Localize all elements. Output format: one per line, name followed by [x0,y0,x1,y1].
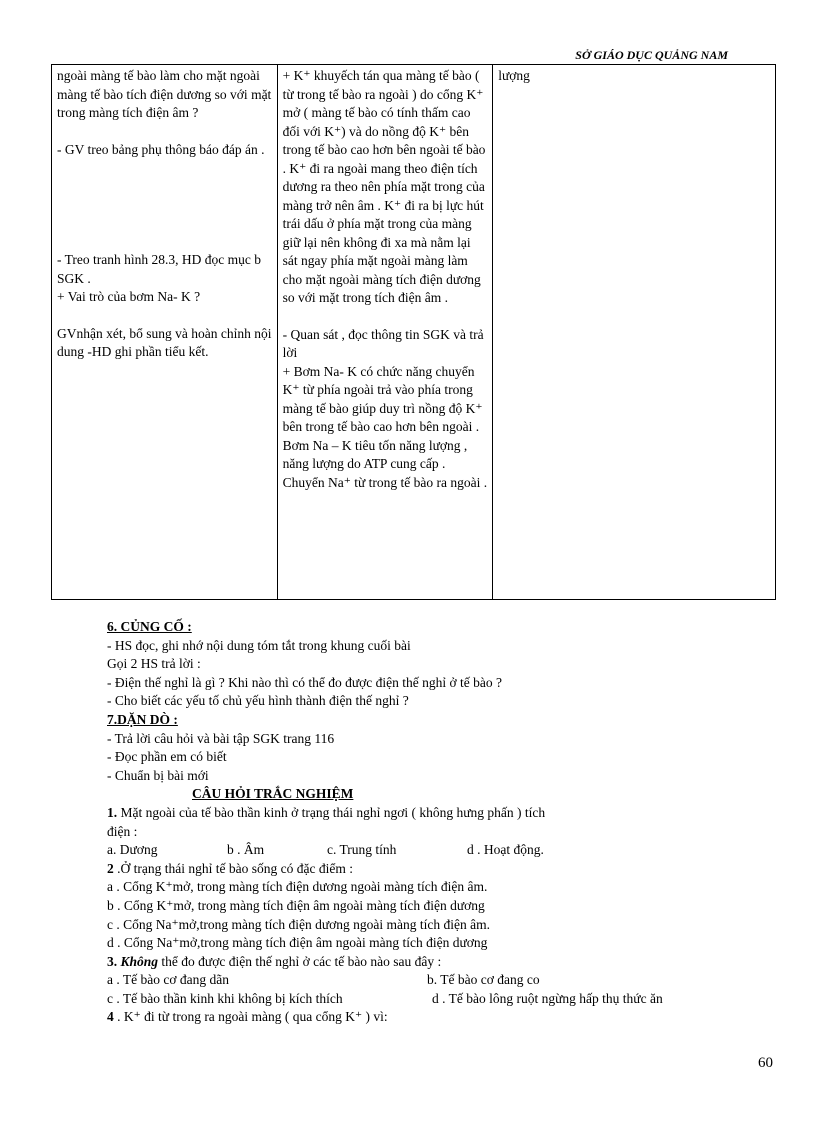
cell-paragraph: - Treo tranh hình 28.3, HD đọc mục b SGK . + Vai trò của bơm Na- K ? [57,252,261,304]
page-number: 60 [758,1055,773,1071]
question-3-options [107,990,767,1009]
option: a. Dương [107,842,158,858]
cell-paragraph: - GV treo bảng phụ thông báo đáp án . [57,141,265,157]
option: a . Tế bào cơ đang dãn [107,972,229,988]
text-line: - Trả lời câu hỏi và bài tập SGK trang 116 [107,730,335,746]
option: b . Cổng K⁺mở, trong màng tích điện âm ngoài màng tích điện dương [107,897,485,913]
option: c . Cổng Na⁺mở,trong màng tích điện dương ngoài màng tích điện âm. [107,916,491,932]
quiz-title: CÂU HỎI TRẮC NGHIỆM [192,786,354,802]
question-4: 4 . K⁺ đi từ trong ra ngoài màng ( qua cổng K⁺ ) vì: [107,1009,388,1025]
question-1-cont: điện : [107,823,138,839]
text-line: - Chuẩn bị bài mới [107,767,209,783]
cell-paragraph: - Quan sát , đọc thông tin SGK và trả lời + Bơm Na- K có chức năng chuyển K⁺ từ phía ngoài trả vào phía trong màng tế bào giúp duy trì nồng độ K⁺ bên trong tế bào cao hơn bên ngoài . Bơm Na – K tiêu tốn năng lượng , năng lượng do ATP cung cấp . Chuyển Na⁺ từ trong tế bào ra ngoài . [282,326,488,490]
option: b. Tế bào cơ đang co [427,972,540,988]
table-row [52,65,776,600]
cell-paragraph: ngoài màng tế bào làm cho mặt ngoài màng tế bào tích điện dương so với mặt trong màng tích điện âm ? [57,68,272,120]
option: d . Cổng Na⁺mở,trong màng tích điện âm ngoài màng tích điện dương [107,935,488,951]
text-line: - Cho biết các yếu tố chủ yếu hình thành điện thế nghỉ ? [107,693,409,709]
content-cell [493,65,776,600]
section-title-cung-co: 6. CỦNG CỐ : [107,619,192,634]
question-1: 1. Mặt ngoài của tế bào thần kinh ở trạng thái nghỉ ngơi ( không hưng phấn ) tích [107,804,546,820]
section-title-dan-do: 7.DẶN DÒ : [107,711,178,727]
cell-paragraph: + K⁺ khuyếch tán qua màng tế bào ( từ trong tế bào ra ngoài ) do cổng K⁺ mở ( màng tế bào có tính thấm cao đối với K⁺) và do nồng độ K⁺ bên trong tế bào cao hơn bên ngoài tế bào . K⁺ đi ra ngoài mang theo điện tích dương ra theo nên phía mặt trong của màng trở nên âm . K⁺ đi ra bị lực hút trái dấu ở phía mặt trong của màng giữ lại nên không đi xa mà nằm lại sát ngay phía mặt ngoài màng làm cho mặt ngoài màng tích điện dương so với mặt trong tích điện âm . [282,68,486,305]
text-line: - HS đọc, ghi nhớ nội dung tóm tắt trong khung cuối bài [107,637,411,653]
option: b . Âm [227,842,265,858]
question-1-options [107,841,767,860]
text-line: - Điện thế nghỉ là gì ? Khi nào thì có thể đo được điện thế nghỉ ở tế bào ? [107,674,502,690]
lesson-table [51,64,776,600]
option: d . Hoạt động. [467,842,544,858]
question-3-options [107,971,767,990]
option: d . Tế bào lông ruột ngừng hấp thụ thức ăn [432,990,663,1006]
student-activity-cell [277,65,493,600]
option: c . Tế bào thần kinh khi không bị kích thích [107,990,343,1006]
text-line: - Đọc phần em có biết [107,749,227,765]
option: a . Cổng K⁺mở, trong màng tích điện dương ngoài màng tích điện âm. [107,879,488,895]
option: c. Trung tính [327,842,397,858]
text-line: Gọi 2 HS trả lời : [107,656,201,672]
teacher-activity-cell [52,65,278,600]
page-header: SỞ GIÁO DỤC QUẢNG NAM [575,48,728,62]
question-3: 3. Không thể đo được điện thế nghỉ ở các tế bào nào sau đây : [107,953,442,969]
cell-paragraph: lượng [498,68,530,83]
cell-paragraph: GVnhận xét, bổ sung và hoàn chỉnh nội dung -HD ghi phần tiểu kết. [57,325,272,359]
lesson-body [107,618,767,1027]
question-2: 2 .Ở trạng thái nghỉ tế bào sống có đặc điểm : [107,860,353,876]
